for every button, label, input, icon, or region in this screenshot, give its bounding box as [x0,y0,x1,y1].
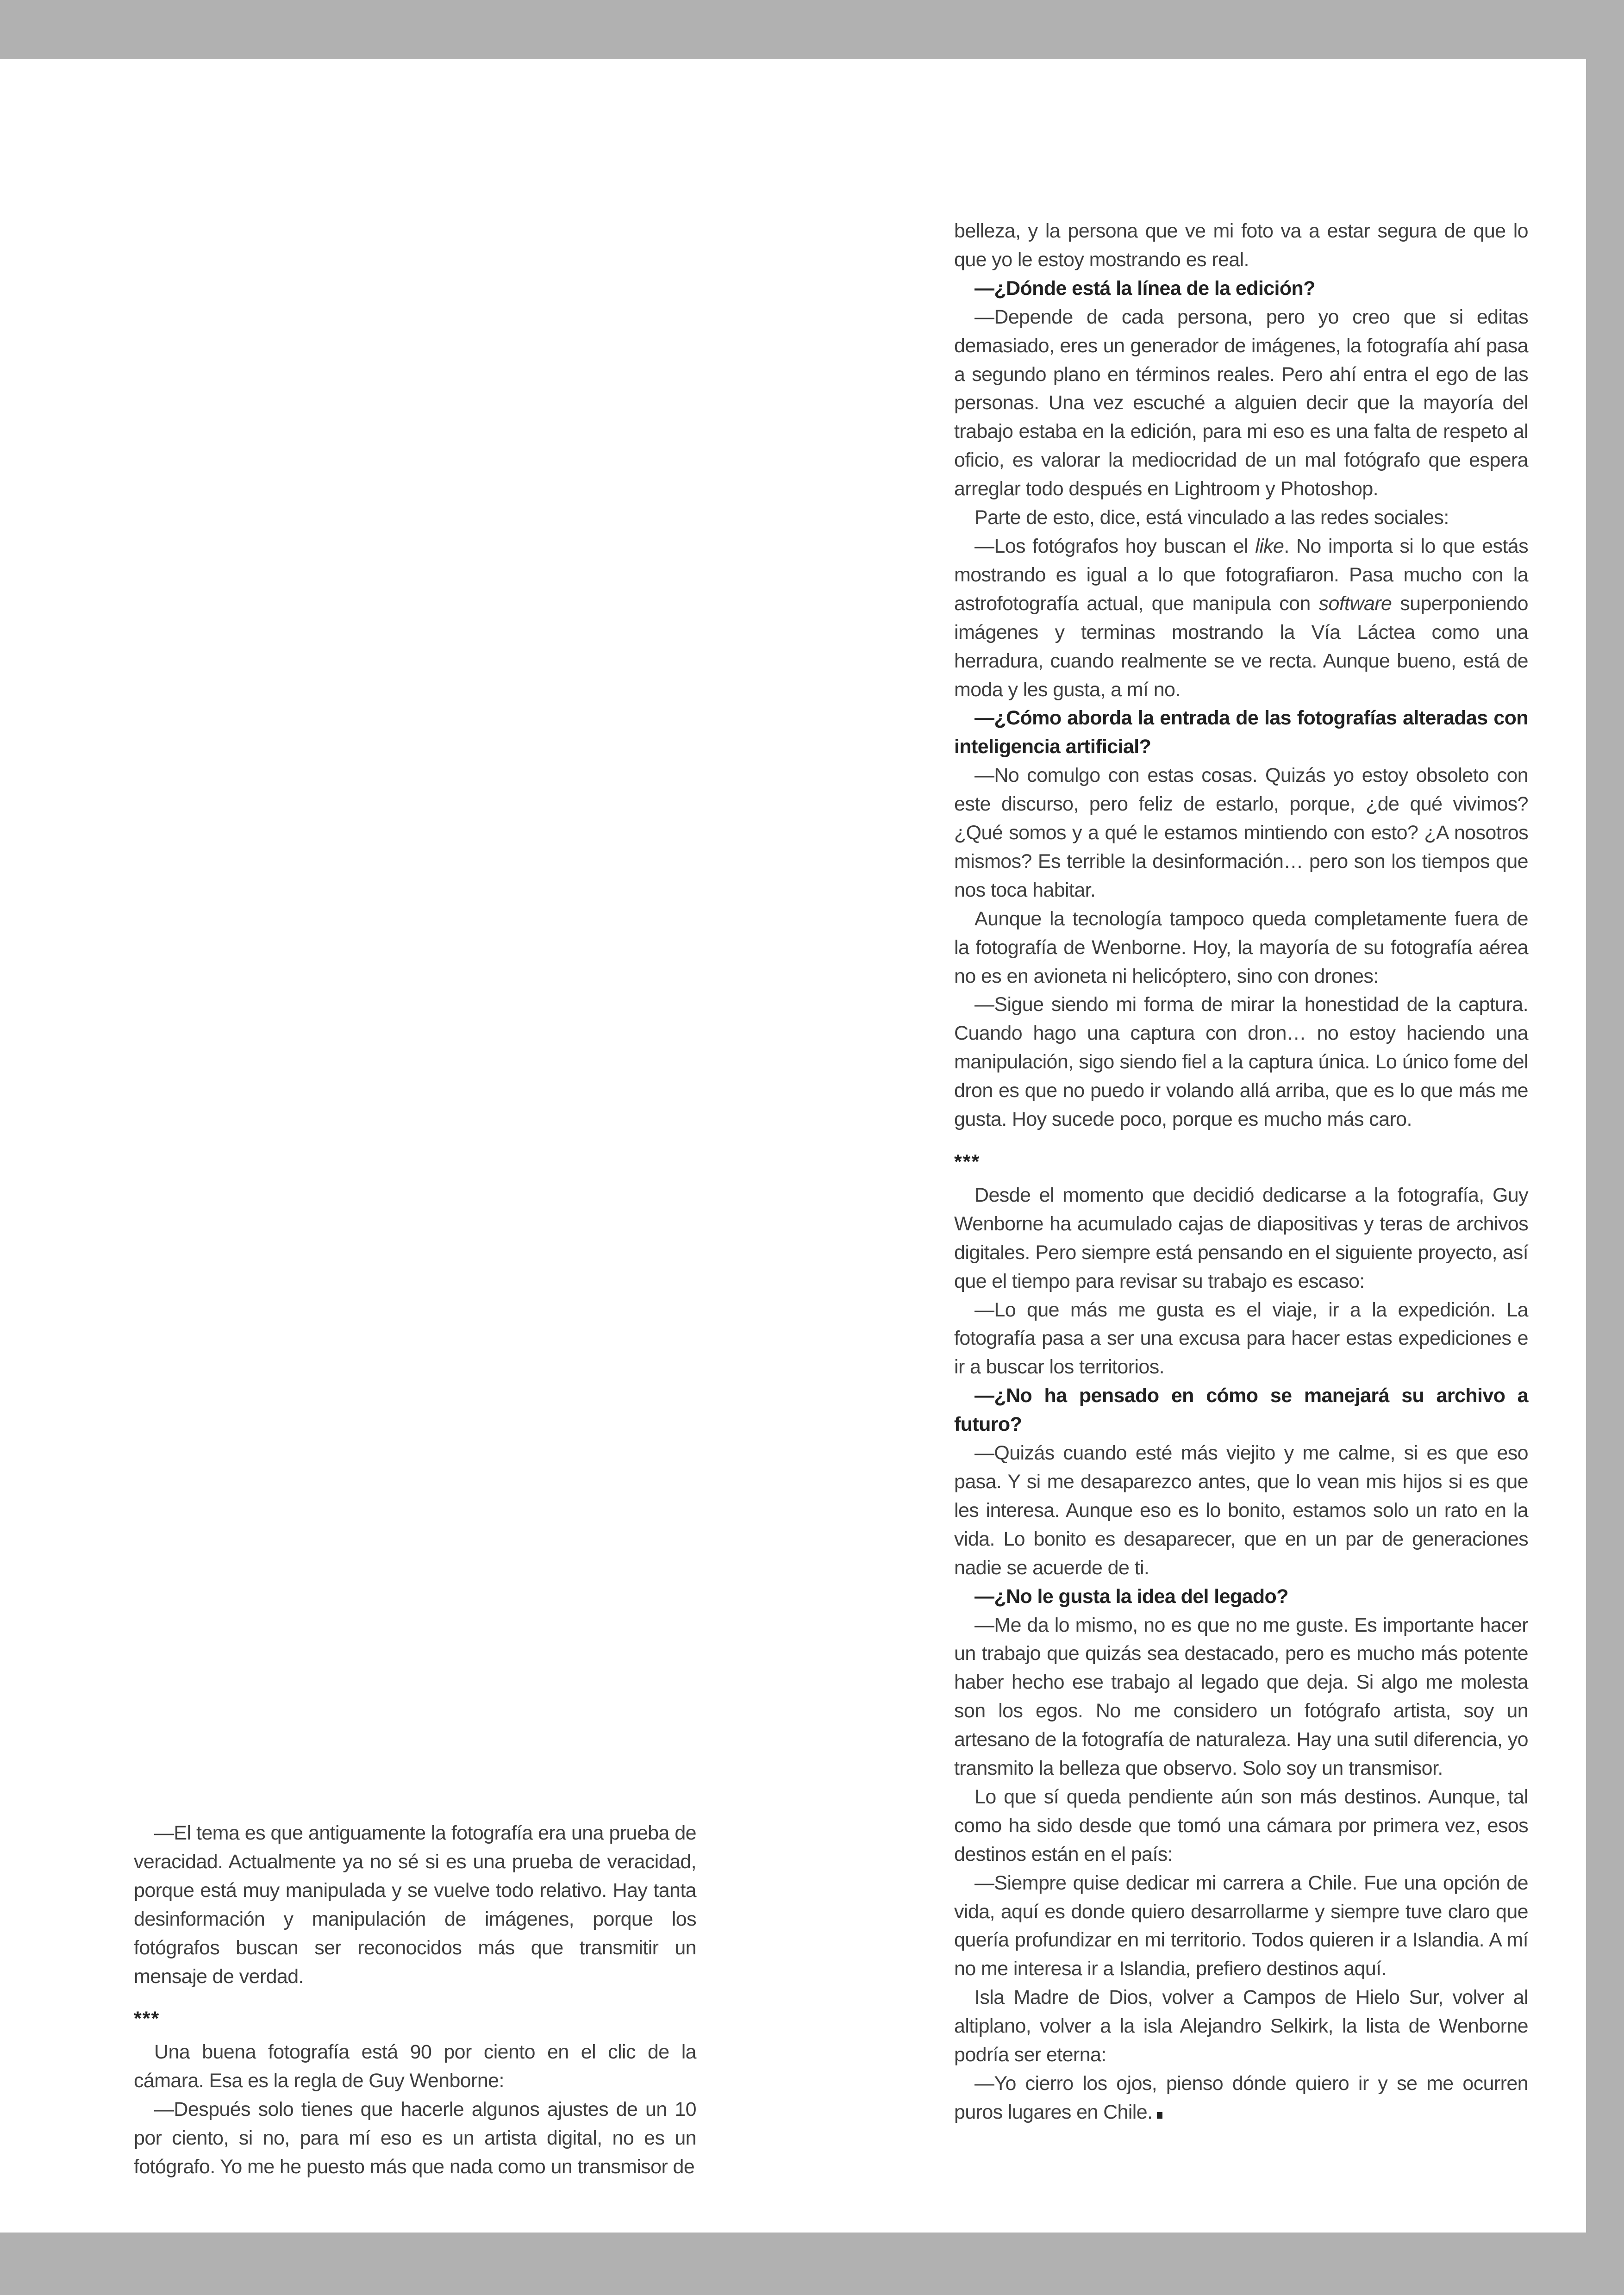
body-paragraph: —Lo que más me gusta es el viaje, ir a la expedición. La fotografía pasa a ser una excusa para hacer estas expediciones e ir a buscar los territorios. [954,1298,1528,1378]
text-run: —Yo cierro los ojos, pienso dónde quiero ir y se me ocurren puros lugares en Chile. [954,2072,1528,2123]
italic-word: software [1318,592,1392,615]
text-run: . No importa si lo que estás mostrando es igual a lo que fotografiaron. Pasa mucho con la astrofotografía actual, que manipula con [954,535,1528,615]
body-paragraph: Isla Madre de Dios, volver a Campos de Hielo Sur, volver al altiplano, volver a la isla Alejandro Selkirk, la lista de Wenborne podría ser eterna: [954,1986,1528,2066]
text-run: superponiendo imágenes y terminas mostrando la Vía Láctea como una herradura, cuando realmente se ve recta. Aunque bueno, está de moda y les gusta, a mí no. [954,592,1528,701]
body-paragraph: —El tema es que antiguamente la fotografía era una prueba de veracidad. Actualmente ya no sé si es una prueba de veracidad, porque está muy manipulada y se vuelve todo relativo. Hay tanta desinformación y manipulación de imágenes, porque los fotógrafos buscan ser reconocidos más que transmitir un mensaje de verdad. [134,1822,696,1988]
interview-question: —¿No ha pensado en cómo se manejará su archivo a futuro? [954,1384,1528,1436]
body-paragraph: —Depende de cada persona, pero yo creo que si editas demasiado, eres un generador de imágenes, la fotografía ahí pasa a segundo plano en términos reales. Pero ahí entra el ego de las personas. Una vez escuché a alguien decir que la mayoría del trabajo estaba en la edición, para mi eso es una falta de respeto al oficio, es valorar la mediocridad de un mal fotógrafo que espera arreglar todo después en Lightroom y Photoshop. [954,306,1528,500]
end-of-article-mark [1157,2112,1162,2119]
body-paragraph: Una buena fotografía está 90 por ciento en el clic de la cámara. Esa es la regla de Guy Wenborne: [134,2041,696,2092]
italic-word: like [1255,535,1284,557]
body-paragraph: Parte de esto, dice, está vinculado a las redes sociales: [974,506,1449,529]
body-paragraph: Desde el momento que decidió dedicarse a la fotografía, Guy Wenborne ha acumulado cajas de diapositivas y teras de archivos digitales. Pero siempre está pensando en el siguiente proyecto, así que el tiempo para revisar su trabajo es escaso: [954,1184,1528,1292]
body-paragraph: —Después solo tienes que hacerle algunos ajustes de un 10 por ciento, si no, para mí eso es un artista digital, no es un fotógrafo. Yo me he puesto más que nada como un transmisor de [134,2098,696,2178]
body-paragraph [954,2070,1528,2127]
body-paragraph: —Sigue siendo mi forma de mirar la honestidad de la captura. Cuando hago una captura con dron… no estoy haciendo una manipulación, sigo siendo fiel a la captura única. Lo único fome del dron es que no puedo ir volando allá arriba, que es lo que más me gusta. Hoy sucede poco, porque es mucho más caro. [954,993,1528,1131]
interview-question: —¿Dónde está la línea de la edición? [974,277,1315,299]
body-paragraph: belleza, y la persona que ve mi foto va a estar segura de que lo que yo le estoy mostrando es real. [954,220,1528,271]
body-paragraph: —Me da lo mismo, no es que no me guste. Es importante hacer un trabajo que quizás sea destacado, pero es mucho más potente haber hecho ese trabajo al legado que deja. Si algo me molesta son los egos. No me considero un fotógrafo artista, soy un artesano de la fotografía de naturaleza. Hay una sutil diferencia, yo transmito la belleza que observo. Solo soy un transmisor. [954,1614,1528,1780]
text-run: —Los fotógrafos hoy buscan el [974,535,1255,557]
left-column [134,1819,696,2182]
section-separator: *** [134,2008,160,2030]
interview-question: —¿Cómo aborda la entrada de las fotografías alteradas con inteligencia artificial? [954,707,1528,758]
body-paragraph: —Quizás cuando esté más viejito y me calme, si es que eso pasa. Y si me desaparezco antes, que lo vean mis hijos si es que les interesa. Aunque eso es lo bonito, estamos solo un rato en la vida. Lo bonito es desaparecer, que en un par de generaciones nadie se acuerde de ti. [954,1442,1528,1579]
body-paragraph: Aunque la tecnología tampoco queda completamente fuera de la fotografía de Wenborne. Hoy, la mayoría de su fotografía aérea no es en avioneta ni helicóptero, sino con drones: [954,907,1528,987]
magazine-page [0,59,1586,2233]
right-column [954,217,1528,2127]
body-paragraph: Lo que sí queda pendiente aún son más destinos. Aunque, tal como ha sido desde que tomó una cámara por primera vez, esos destinos están en el país: [954,1785,1528,1865]
body-paragraph: —No comulgo con estas cosas. Quizás yo estoy obsoleto con este discurso, pero feliz de estarlo, porque, ¿de qué vivimos? ¿Qué somos y a qué le estamos mintiendo con esto? ¿A nosotros mismos? Es terrible la desinformación… pero son los tiempos que nos toca habitar. [954,764,1528,901]
interview-question: —¿No le gusta la idea del legado? [974,1585,1288,1608]
body-paragraph [954,532,1528,704]
body-paragraph: —Siempre quise dedicar mi carrera a Chile. Fue una opción de vida, aquí es donde quiero desarrollarme y siempre tuve claro que quería profundizar en mi territorio. Todos quieren ir a Islandia. A mí no me interesa ir a Islandia, prefiero destinos aquí. [954,1871,1528,1980]
section-separator: *** [954,1151,981,1173]
